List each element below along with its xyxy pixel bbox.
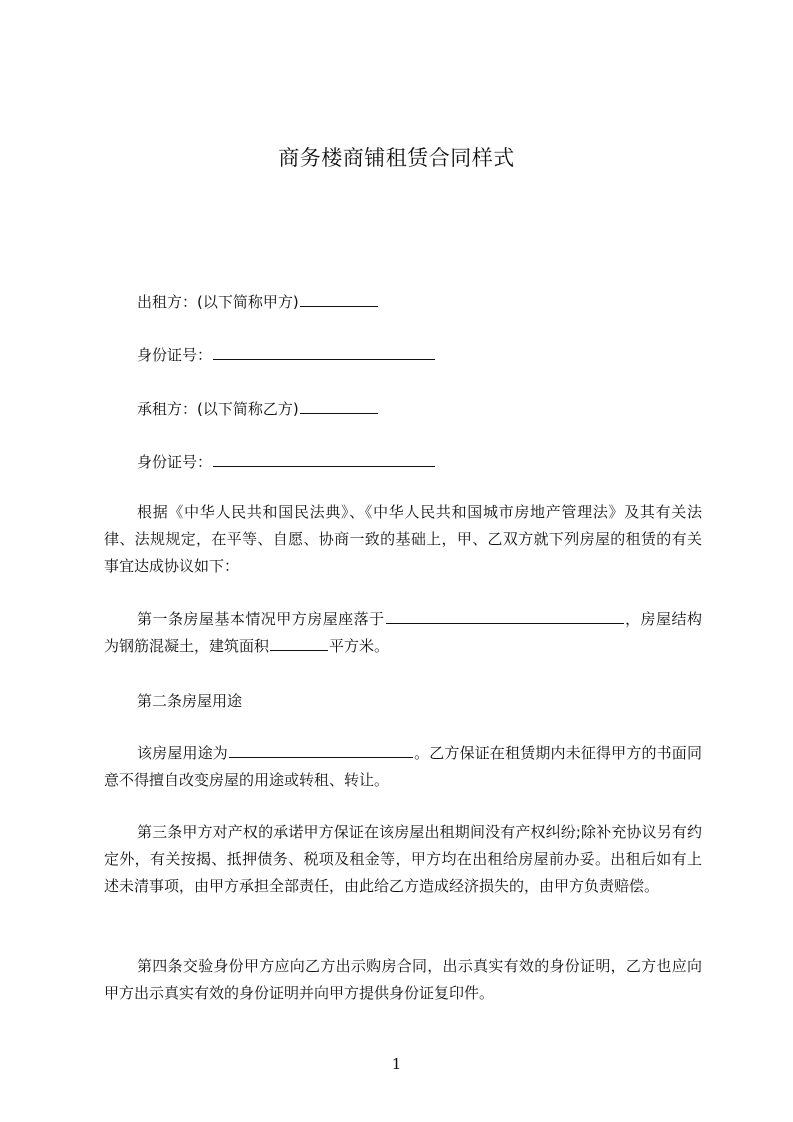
location-blank — [386, 609, 624, 624]
lessor-label: 出租方：(以下简称甲方) — [137, 293, 299, 311]
article-4-paragraph: 第四条交验身份甲方应向乙方出示购房合同，出示真实有效的身份证明，乙方也应向甲方出示真实有效的身份证明并向甲方提供身份证复印件。 — [104, 957, 702, 1002]
area-blank — [270, 636, 328, 651]
document-title: 商务楼商铺租赁合同样式 — [278, 146, 515, 170]
lessor-line — [137, 292, 379, 312]
lessee-label: 承租方：(以下简称乙方) — [137, 400, 299, 418]
article-1-text-b: ，房屋结构为钢筋混凝土，建筑面积 — [104, 610, 702, 655]
article-3-paragraph: 第三条甲方对产权的承诺甲方保证在该房屋出租期间没有产权纠纷;除补充协议另有约定外，有关按揭、抵押债务、税项及租金等，甲方均在出租给房屋前办妥。出租后如有上述未清事项，由甲方承担全部责任，由此给乙方造成经济损失的，由甲方负责赔偿。 — [104, 823, 702, 895]
article-1-paragraph — [104, 606, 702, 660]
lessor-id-label: 身份证号： — [137, 346, 213, 364]
lessee-line — [137, 399, 379, 419]
lessor-id-blank — [213, 345, 435, 360]
article-1-text-a: 第一条房屋基本情况甲方房屋座落于 — [137, 610, 385, 628]
usage-blank — [229, 743, 413, 758]
article-2-heading: 第二条房屋用途 — [137, 692, 243, 710]
lessor-id-line — [137, 345, 436, 365]
article-1-text-c: 平方米。 — [329, 637, 390, 655]
page-number: 1 — [391, 1055, 402, 1073]
lessee-blank — [300, 399, 378, 414]
lessee-id-label: 身份证号： — [137, 453, 213, 471]
lessor-blank — [300, 292, 378, 307]
preamble-paragraph: 根据《中华人民共和国民法典》、《中华人民共和国城市房地产管理法》及其有关法律、法规规定，在平等、自愿、协商一致的基础上，甲、乙双方就下列房屋的租赁的有关事宜达成协议如下： — [104, 503, 702, 575]
article-2-paragraph — [104, 740, 702, 794]
lessee-id-blank — [213, 452, 435, 467]
article-2-text-b: 。乙方保证在租赁期内未征得甲方的书面同意不得擅自改变房屋的用途或转租、转让。 — [104, 744, 702, 789]
article-2-text-a: 该房屋用途为 — [137, 744, 228, 762]
lessee-id-line — [137, 452, 436, 472]
